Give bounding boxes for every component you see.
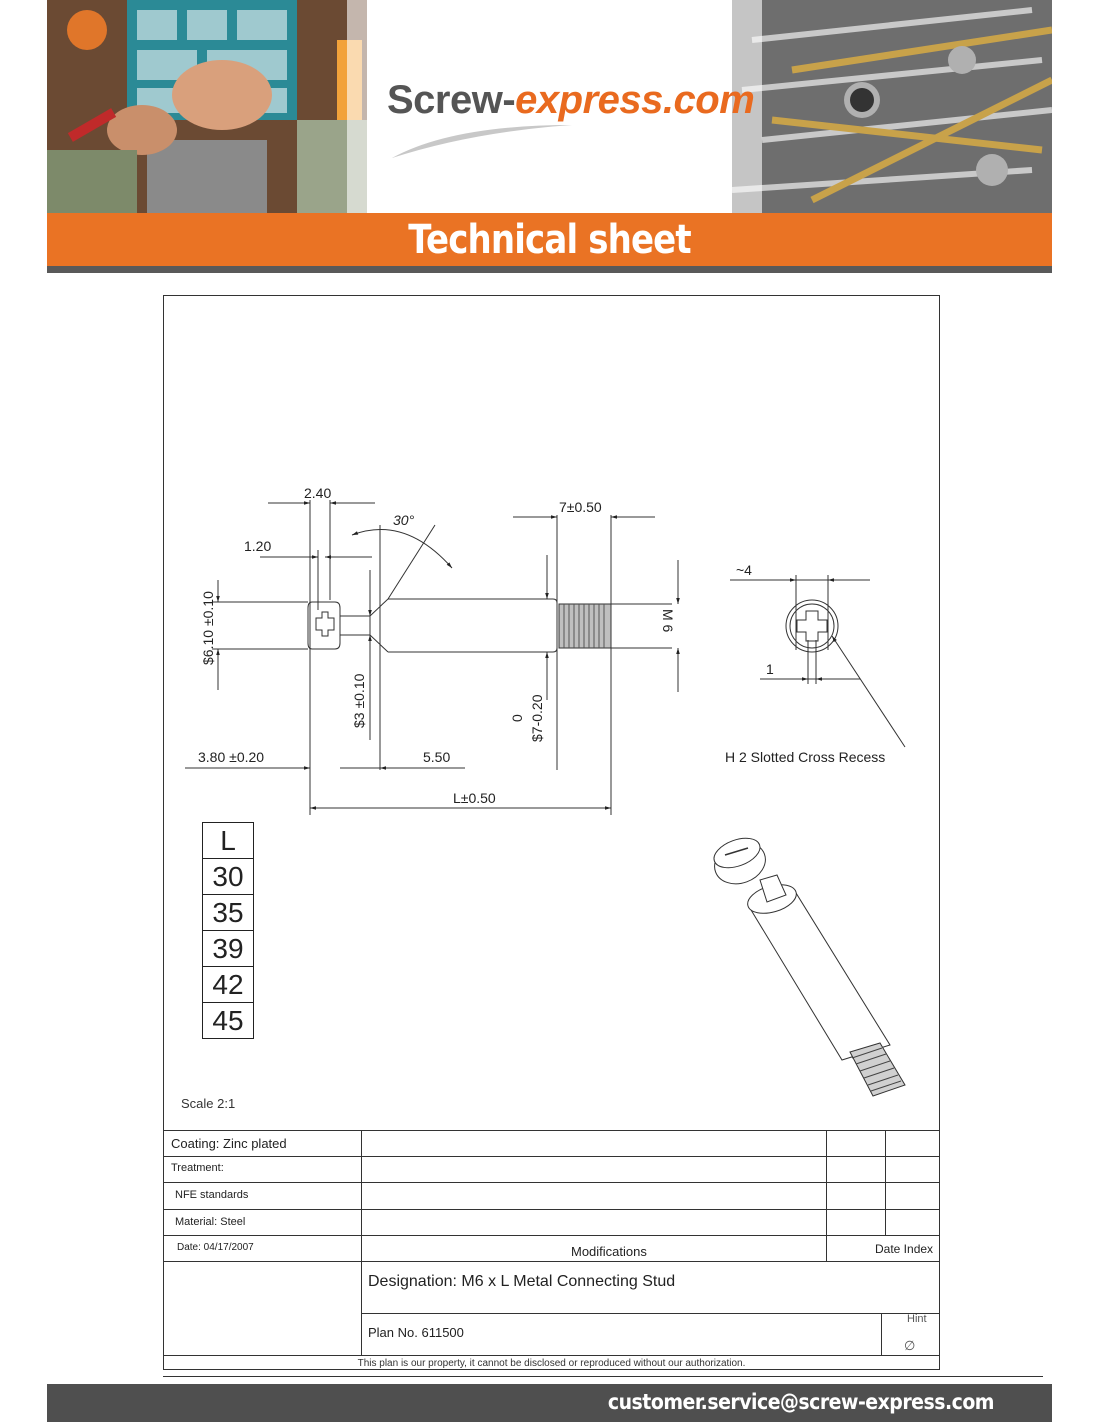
- stud-thread: [559, 604, 611, 648]
- length-value: 39: [203, 931, 254, 967]
- date-index-label: Date Index: [875, 1242, 934, 1256]
- screws-photo: [732, 0, 1052, 213]
- dim-2-40: 2.40: [304, 485, 332, 501]
- length-table: [202, 822, 254, 1039]
- isometric-stud-view: [709, 833, 905, 1096]
- page-title: Technical sheet: [408, 217, 691, 263]
- stud-neck-cone: [370, 599, 388, 652]
- title-block: [163, 1130, 940, 1370]
- dim-thread: M 6: [660, 609, 676, 633]
- hint-label: Hint: [907, 1313, 927, 1325]
- dim-neck-diameter: $3 ±0.10: [351, 673, 367, 728]
- treatment-label: Treatment:: [171, 1162, 224, 1174]
- scale-label: Scale 2:1: [181, 1096, 236, 1111]
- date-label: Date: 04/17/2007: [177, 1242, 254, 1253]
- standards-label: NFE standards: [175, 1189, 249, 1201]
- modifications-label: Modifications: [571, 1244, 647, 1259]
- footer-bar: [47, 1384, 1052, 1422]
- technical-drawing: [163, 295, 940, 1125]
- dim-angle: 30°: [393, 512, 415, 528]
- footer-divider: [163, 1376, 1043, 1377]
- length-value: 30: [203, 859, 254, 895]
- length-table-header: L: [203, 823, 254, 859]
- dim-3-80: 3.80 ±0.20: [198, 749, 265, 765]
- tools-photo: [47, 0, 367, 213]
- head-end-view: [786, 600, 838, 652]
- cross-recess-icon: [797, 611, 827, 641]
- logo-text-express: express.com: [515, 78, 755, 122]
- title-underline: [47, 266, 1052, 273]
- logo: [387, 78, 755, 168]
- dim-head-diameter: $6.10 ±0.10: [200, 591, 216, 665]
- diameter-icon: ∅: [904, 1338, 916, 1353]
- confidentiality-note: This plan is our property, it cannot be disclosed or reproduced without our authorization.: [357, 1358, 746, 1369]
- head-recess-icon: [316, 612, 334, 636]
- header-banner: [47, 0, 1052, 213]
- logo-text-screw: Screw-: [387, 78, 516, 122]
- dim-shank-tolerance-top: 0: [509, 714, 525, 722]
- plan-number: Plan No. 611500: [368, 1325, 464, 1340]
- length-value: 35: [203, 895, 254, 931]
- dim-1-20: 1.20: [244, 538, 272, 554]
- material-label: Material: Steel: [175, 1216, 246, 1228]
- stud-head: [308, 602, 340, 649]
- length-value: 42: [203, 967, 254, 1003]
- dim-length: L±0.50: [453, 790, 496, 806]
- dim-shank-diameter: $7-0.20: [529, 694, 545, 742]
- contact-email[interactable]: customer.service@screw-express.com: [607, 1390, 994, 1414]
- stud-shank: [388, 599, 557, 652]
- dim-7: 7±0.50: [559, 499, 602, 515]
- length-value: 45: [203, 1003, 254, 1039]
- dim-5-50: 5.50: [423, 749, 451, 765]
- logo-swoosh-icon: [392, 120, 592, 160]
- recess-label: H 2 Slotted Cross Recess: [725, 749, 886, 765]
- designation: Designation: M6 x L Metal Connecting Stud: [368, 1273, 676, 1290]
- dim-recess-depth: 1: [766, 661, 774, 677]
- coating-label: Coating: Zinc plated: [171, 1136, 287, 1151]
- title-bar: [47, 213, 1052, 266]
- dim-recess-width: ~4: [736, 562, 752, 578]
